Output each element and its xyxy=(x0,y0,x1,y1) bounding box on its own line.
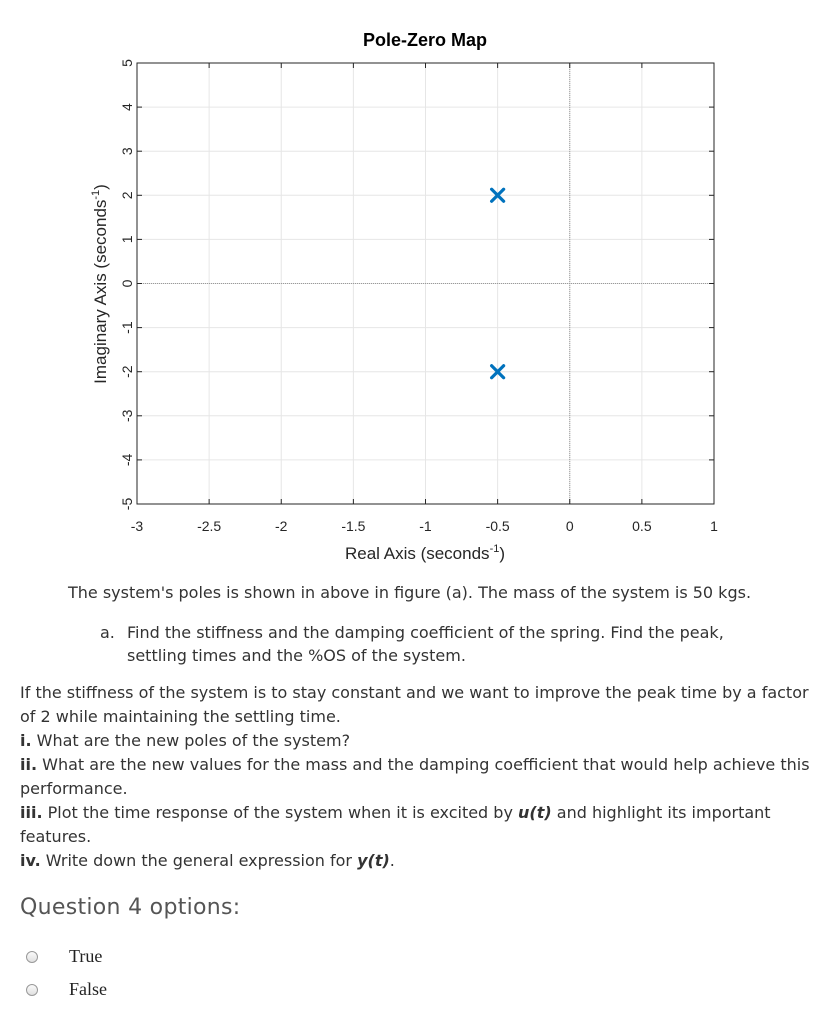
x-tick-label: -2 xyxy=(275,518,288,534)
option-false[interactable] xyxy=(26,979,107,1000)
y-axis-label-sup: -1 xyxy=(90,189,102,200)
y-tick-label: 2 xyxy=(119,191,135,200)
question-iii-em: u(t) xyxy=(518,803,552,822)
question-options-title: Question 4 options: xyxy=(20,895,241,920)
x-tick-label: 0.5 xyxy=(632,518,652,534)
y-tick-labels xyxy=(119,59,135,510)
y-tick-label: 5 xyxy=(119,59,135,67)
y-tick-label: 0 xyxy=(119,279,135,288)
question-iv-em: y(t) xyxy=(357,851,390,870)
x-axis-label-close: ) xyxy=(499,544,506,563)
list-item-a-text: Find the stiffness and the damping coefficient of the spring. Find the peak, settling times and the %OS of the system. xyxy=(127,623,724,665)
y-tick-label: -3 xyxy=(119,409,135,423)
question-iii-post: and highlight its important features. xyxy=(20,803,771,846)
y-tick-label: -1 xyxy=(119,321,135,334)
y-axis-label xyxy=(90,184,110,384)
question-iv xyxy=(20,849,810,873)
question-iv-post: . xyxy=(389,851,395,870)
x-tick-label: 1 xyxy=(710,518,718,534)
question-ii-text: What are the new values for the mass and the damping coefficient that would help achieve this performance. xyxy=(20,755,810,798)
option-false-label[interactable]: False xyxy=(69,979,107,999)
question-i-num: i. xyxy=(20,731,32,750)
y-axis-label-text: Imaginary Axis (seconds xyxy=(91,199,110,384)
question-iii-pre: Plot the time response of the system when it is excited by xyxy=(42,803,519,822)
option-true[interactable] xyxy=(26,946,102,967)
radio-false[interactable] xyxy=(26,984,38,996)
chart-title: Pole-Zero Map xyxy=(362,30,488,50)
question-ii xyxy=(20,753,810,801)
list-marker-a: a. xyxy=(100,623,115,642)
x-tick-label: -0.5 xyxy=(485,518,510,534)
x-tick-label: 0 xyxy=(565,518,574,534)
question-block xyxy=(20,681,810,873)
y-tick-label: 3 xyxy=(119,147,135,156)
x-tick-label: -3 xyxy=(130,518,144,534)
y-tick-label: 4 xyxy=(119,103,135,111)
x-tick-label: -2.5 xyxy=(197,518,222,534)
intro-text: If the stiffness of the system is to stay constant and we want to improve the peak time by a factor of 2 while maintaining the settling time. xyxy=(20,683,809,726)
question-iv-pre: Write down the general expression for xyxy=(40,851,358,870)
y-tick-label: -2 xyxy=(119,365,135,378)
radio-true[interactable] xyxy=(26,951,38,963)
question-iii-num: iii. xyxy=(20,803,43,822)
y-tick-label: -5 xyxy=(119,497,135,511)
x-tick-labels xyxy=(131,518,718,534)
y-axis-label-close: ) xyxy=(91,184,110,190)
caption-text: The system's poles is shown in above in figure (a). The mass of the system is 50 kgs. xyxy=(68,583,752,602)
x-tick-label: -1 xyxy=(419,518,432,534)
x-axis-label-text: Real Axis (seconds xyxy=(344,544,490,563)
question-ii-num: ii. xyxy=(20,755,38,774)
x-axis-label-sup: -1 xyxy=(489,543,500,555)
question-i xyxy=(20,729,810,753)
list-item-a xyxy=(100,621,760,665)
question-i-text: What are the new poles of the system? xyxy=(31,731,351,750)
y-tick-label: -4 xyxy=(119,453,135,467)
x-axis-label xyxy=(345,543,505,563)
question-iii xyxy=(20,801,810,849)
x-tick-label: -1.5 xyxy=(341,518,366,534)
y-tick-label: 1 xyxy=(119,235,135,244)
question-iv-num: iv. xyxy=(20,851,41,870)
option-true-label[interactable]: True xyxy=(69,946,103,966)
